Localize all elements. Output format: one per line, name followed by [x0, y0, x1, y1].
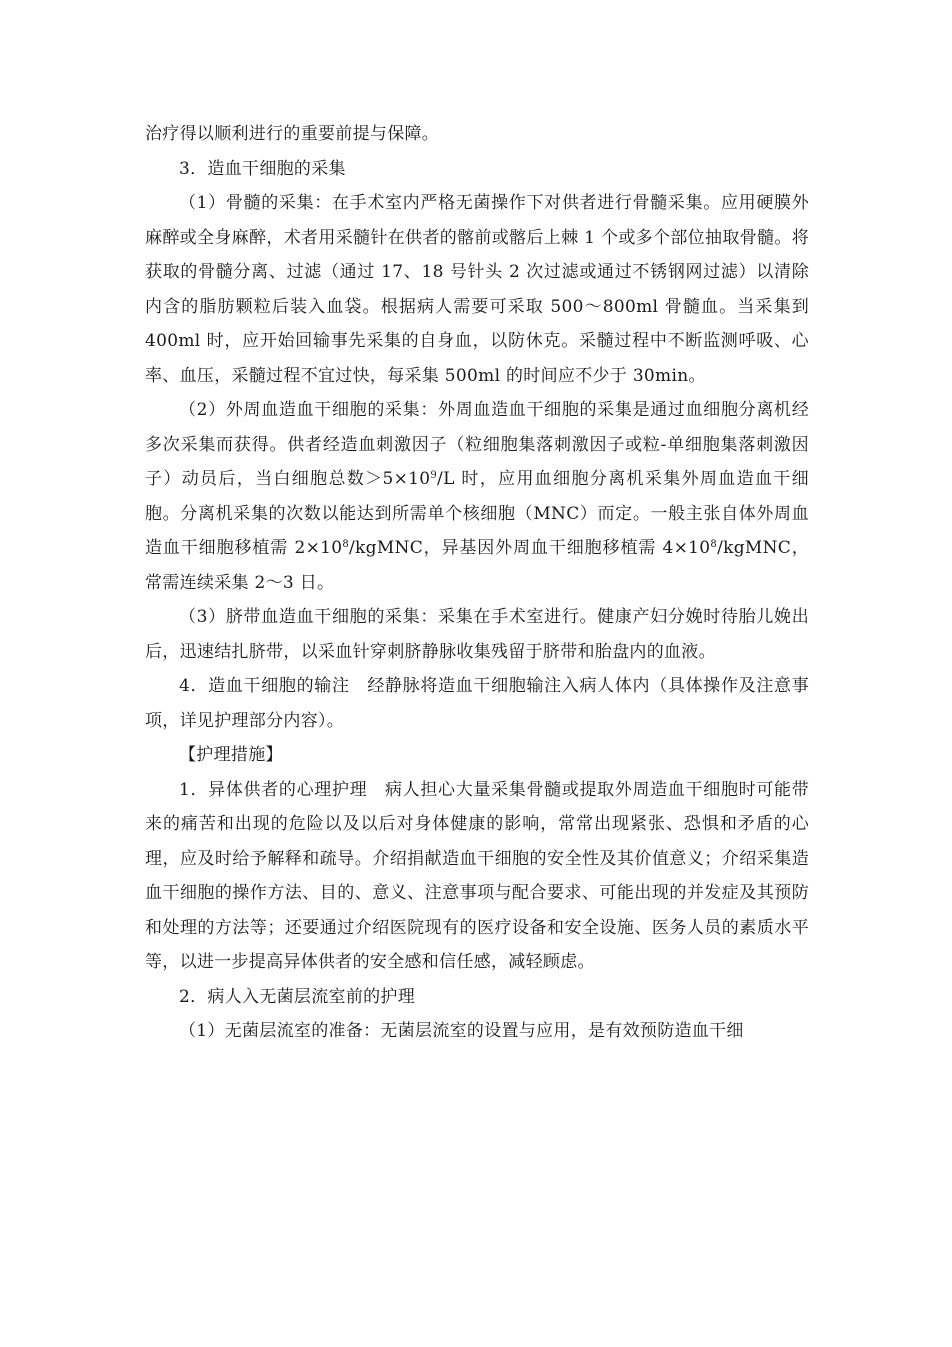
paragraph: [145, 669, 809, 738]
paragraph: [145, 117, 809, 152]
paragraph: [145, 393, 809, 600]
paragraph-text: 2．病人入无菌层流室前的护理: [179, 986, 416, 1007]
superscript-exponent: 8: [710, 539, 718, 550]
paragraph-text: （1）骨髓的采集：在手术室内严格无菌操作下对供者进行骨髓采集。应用硬膜外麻醉或全身麻醉，术者用采髓针在供者的髂前或髂后上棘 1 个或多个部位抽取骨髓。将获取的骨髓分离、过滤（通过 17、18 号针头 2 次过滤或通过不锈钢网过滤）以清除内含的脂肪颗粒后装入血袋。根据病人需要可采取 500～800ml 骨髓血。当采集到 400ml 时，应开始回输事先采集的自身血，以防休克。采髓过程中不断监测呼吸、心率、血压，采髓过程不宜过快，每采集 500ml 的时间应不少于 30min。: [145, 193, 809, 386]
superscript-exponent: 8: [342, 539, 350, 550]
paragraph-text: （2）外周血造血干细胞的采集：外周血造血干细胞的采集是通过血细胞分离机经多次采集而获得。供者经造血刺激因子（粒细胞集落刺激因子或粒-单细胞集落刺激因子）动员后，当白细胞总数＞5×10: [145, 400, 809, 489]
paragraph-text: （1）无菌层流室的准备：无菌层流室的设置与应用，是有效预防造血干细: [179, 1021, 744, 1041]
paragraph-text: /kgMNC，常需连续采集 2～3 日。: [145, 538, 809, 593]
paragraph: [145, 186, 809, 393]
paragraph-text: /kgMNC，异基因外周血干细胞移植需 4×10: [349, 538, 711, 558]
body-text: [145, 117, 809, 1049]
paragraph: [145, 1014, 809, 1049]
paragraph-text: 【护理措施】: [179, 745, 283, 765]
paragraph-text: /L 时，应用血细胞分离机采集外周血造血干细胞。分离机采集的次数以能达到所需单个核细胞（MNC）而定。一般主张自体外周血造血干细胞移植需 2×10: [145, 469, 809, 558]
paragraph: [145, 738, 809, 773]
paragraph: [145, 152, 809, 187]
paragraph: [145, 980, 809, 1015]
superscript-exponent: 9: [430, 470, 438, 481]
paragraph-text: 1．异体供者的心理护理 病人担心大量采集骨髓或提取外周造血干细胞时可能带来的痛苦和出现的危险以及以后对身体健康的影响，常常出现紧张、恐惧和矛盾的心理，应及时给予解释和疏导。介绍捐献造血干细胞的安全性及其价值意义；介绍采集造血干细胞的操作方法、目的、意义、注意事项与配合要求、可能出现的并发症及其预防和处理的方法等；还要通过介绍医院现有的医疗设备和安全设施、医务人员的素质水平等，以进一步提高异体供者的安全感和信任感，减轻顾虑。: [145, 779, 809, 972]
paragraph: [145, 600, 809, 669]
paragraph-text: 4．造血干细胞的输注 经静脉将造血干细胞输注入病人体内（具体操作及注意事项，详见护理部分内容）。: [145, 676, 809, 731]
paragraph-text: 治疗得以顺利进行的重要前提与保障。: [145, 124, 440, 144]
paragraph-text: （3）脐带血造血干细胞的采集：采集在手术室进行。健康产妇分娩时待胎儿娩出后，迅速结扎脐带，以采血针穿刺脐静脉收集残留于脐带和胎盘内的血液。: [145, 607, 809, 662]
paragraph-text: 3．造血干细胞的采集: [179, 158, 346, 179]
paragraph: [145, 773, 809, 980]
